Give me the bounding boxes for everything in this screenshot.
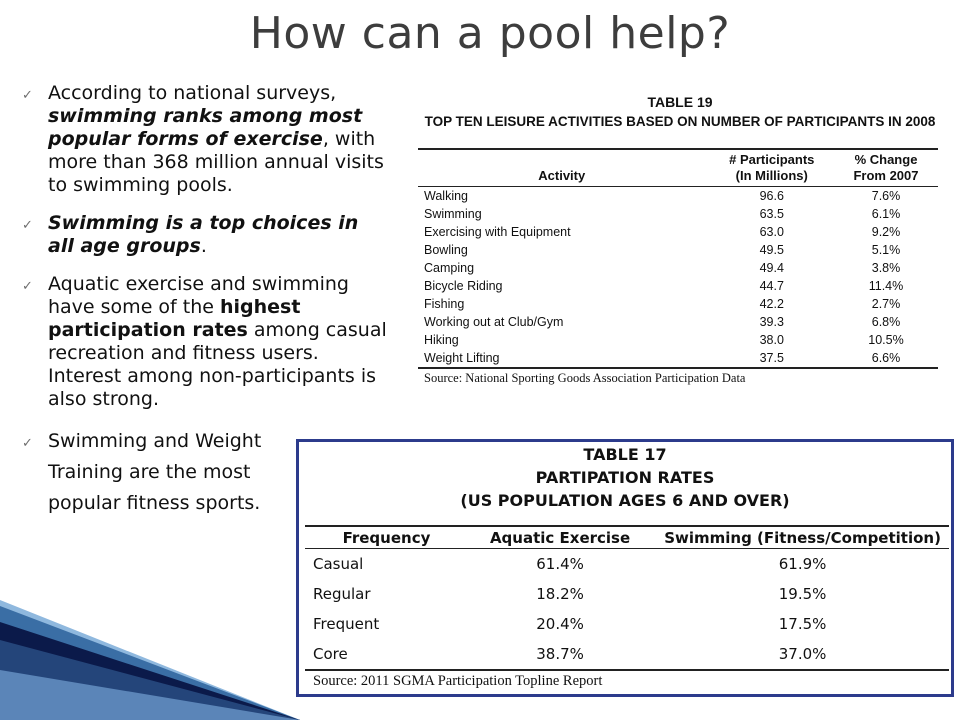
cell-frequency: Regular xyxy=(313,585,371,603)
check-mark-icon: ✓ xyxy=(22,436,33,451)
header-aquatic: Aquatic Exercise xyxy=(464,526,656,549)
table-header-row xyxy=(418,149,938,187)
table-17-subtitle: PARTIPATION RATES xyxy=(535,468,715,487)
header-change-line2: From 2007 xyxy=(853,168,919,183)
cell-activity: Working out at Club/Gym xyxy=(424,315,564,329)
cell-frequency: Casual xyxy=(313,555,364,573)
table-19-source: Source: National Sporting Goods Association Participation Data xyxy=(424,371,746,385)
table-19 xyxy=(418,94,942,394)
header-frequency: Frequency xyxy=(305,526,464,549)
cell-aquatic: 38.7% xyxy=(536,645,584,663)
header-participants-line2: (In Millions) xyxy=(735,168,808,183)
table-row xyxy=(418,295,938,313)
cell-swimming: 61.9% xyxy=(778,555,827,573)
bullet-part: . xyxy=(200,235,207,257)
cell-change: 11.4% xyxy=(868,279,904,293)
table-row xyxy=(418,187,938,206)
table-19-subtitle: TOP TEN LEISURE ACTIVITIES BASED ON NUMBER OF PARTICIPANTS IN 2008 xyxy=(424,114,936,129)
cell-activity: Swimming xyxy=(424,207,482,221)
table-row xyxy=(418,205,938,223)
table-row xyxy=(418,331,938,349)
cell-change: 10.5% xyxy=(868,333,904,347)
table-17-frame xyxy=(296,439,954,697)
cell-activity: Walking xyxy=(424,189,468,203)
table-17-source: Source: 2011 SGMA Participation Topline Report xyxy=(313,673,603,689)
cell-change: 7.6% xyxy=(871,189,901,203)
header-swimming: Swimming (Fitness/Competition) xyxy=(656,526,949,549)
cell-frequency: Core xyxy=(313,645,348,663)
cell-aquatic: 18.2% xyxy=(536,585,584,603)
cell-activity: Bowling xyxy=(424,243,468,257)
table-19-caption: TABLE 19 xyxy=(647,94,713,110)
cell-aquatic: 20.4% xyxy=(536,615,584,633)
bullet-part: Swimming and Weight Training are the most popular fitness sports. xyxy=(48,430,262,514)
header-activity: Activity xyxy=(418,149,710,187)
table-row xyxy=(418,313,938,331)
table-19-grid xyxy=(418,148,938,369)
decorative-ribbon xyxy=(0,600,300,720)
check-mark-icon: ✓ xyxy=(22,88,33,103)
cell-participants: 38.0 xyxy=(759,333,784,347)
table-row xyxy=(305,579,949,609)
table-row xyxy=(305,639,949,670)
cell-swimming: 37.0% xyxy=(778,645,827,663)
cell-participants: 49.5 xyxy=(759,243,784,257)
table-row xyxy=(418,349,938,368)
cell-activity: Bicycle Riding xyxy=(424,279,503,293)
cell-change: 5.1% xyxy=(871,243,901,257)
cell-participants: 63.0 xyxy=(759,225,784,239)
bullet-part: According to national surveys, xyxy=(48,82,337,104)
cell-change: 6.6% xyxy=(871,351,901,365)
cell-change: 6.8% xyxy=(871,315,901,329)
cell-aquatic: 61.4% xyxy=(536,555,584,573)
bullet-item xyxy=(20,273,390,411)
cell-change: 9.2% xyxy=(871,225,901,239)
slide-title: How can a pool help? xyxy=(249,8,731,59)
cell-frequency: Frequent xyxy=(313,615,380,633)
cell-activity: Hiking xyxy=(424,333,459,347)
bullet-part: , with more than 368 million annual visits to swimming pools. xyxy=(48,128,384,196)
cell-participants: 39.3 xyxy=(759,315,784,329)
header-participants xyxy=(710,149,834,187)
cell-participants: 42.2 xyxy=(759,297,784,311)
cell-participants: 96.6 xyxy=(759,189,784,203)
bullet-part: Aquatic exercise and swimming have some of the xyxy=(48,273,349,318)
cell-participants: 37.5 xyxy=(759,351,784,365)
table-17-caption: TABLE 17 xyxy=(583,445,667,464)
cell-activity: Camping xyxy=(424,261,475,275)
cell-change: 6.1% xyxy=(871,207,901,221)
cell-participants: 49.4 xyxy=(759,261,784,275)
table-row xyxy=(305,609,949,639)
cell-activity: Exercising with Equipment xyxy=(424,225,571,239)
check-mark-icon: ✓ xyxy=(22,218,33,233)
table-row xyxy=(418,241,938,259)
header-change-line1: % Change xyxy=(854,152,918,167)
bullet-part-emphasis: swimming ranks among most popular forms of exercise xyxy=(48,105,363,150)
table-row xyxy=(418,223,938,241)
header-participants-line1: # Participants xyxy=(729,152,815,167)
table-row xyxy=(305,549,949,580)
header-change xyxy=(834,149,938,187)
table-row xyxy=(418,259,938,277)
bullet-part-bold: highest participation rates xyxy=(48,296,301,341)
cell-activity: Weight Lifting xyxy=(424,351,500,365)
table-17-subtitle-2: (US POPULATION AGES 6 AND OVER) xyxy=(460,491,790,510)
cell-swimming: 19.5% xyxy=(778,585,827,603)
table-header-row xyxy=(305,526,949,549)
cell-swimming: 17.5% xyxy=(778,615,827,633)
cell-participants: 44.7 xyxy=(759,279,784,293)
bullet-item xyxy=(20,212,390,258)
cell-participants: 63.5 xyxy=(759,207,784,221)
cell-activity: Fishing xyxy=(424,297,465,311)
table-17-grid xyxy=(305,525,949,671)
cell-change: 3.8% xyxy=(871,261,901,275)
bullet-part-emphasis: Swimming is a top choices in all age groups xyxy=(48,212,359,257)
table-row xyxy=(418,277,938,295)
cell-change: 2.7% xyxy=(871,297,901,311)
bullet-item xyxy=(20,82,390,197)
bullet-part: among casual recreation and fitness users. Interest among non-participants is also strong. xyxy=(48,319,387,410)
bullet-item xyxy=(20,426,303,519)
check-mark-icon: ✓ xyxy=(22,279,33,294)
